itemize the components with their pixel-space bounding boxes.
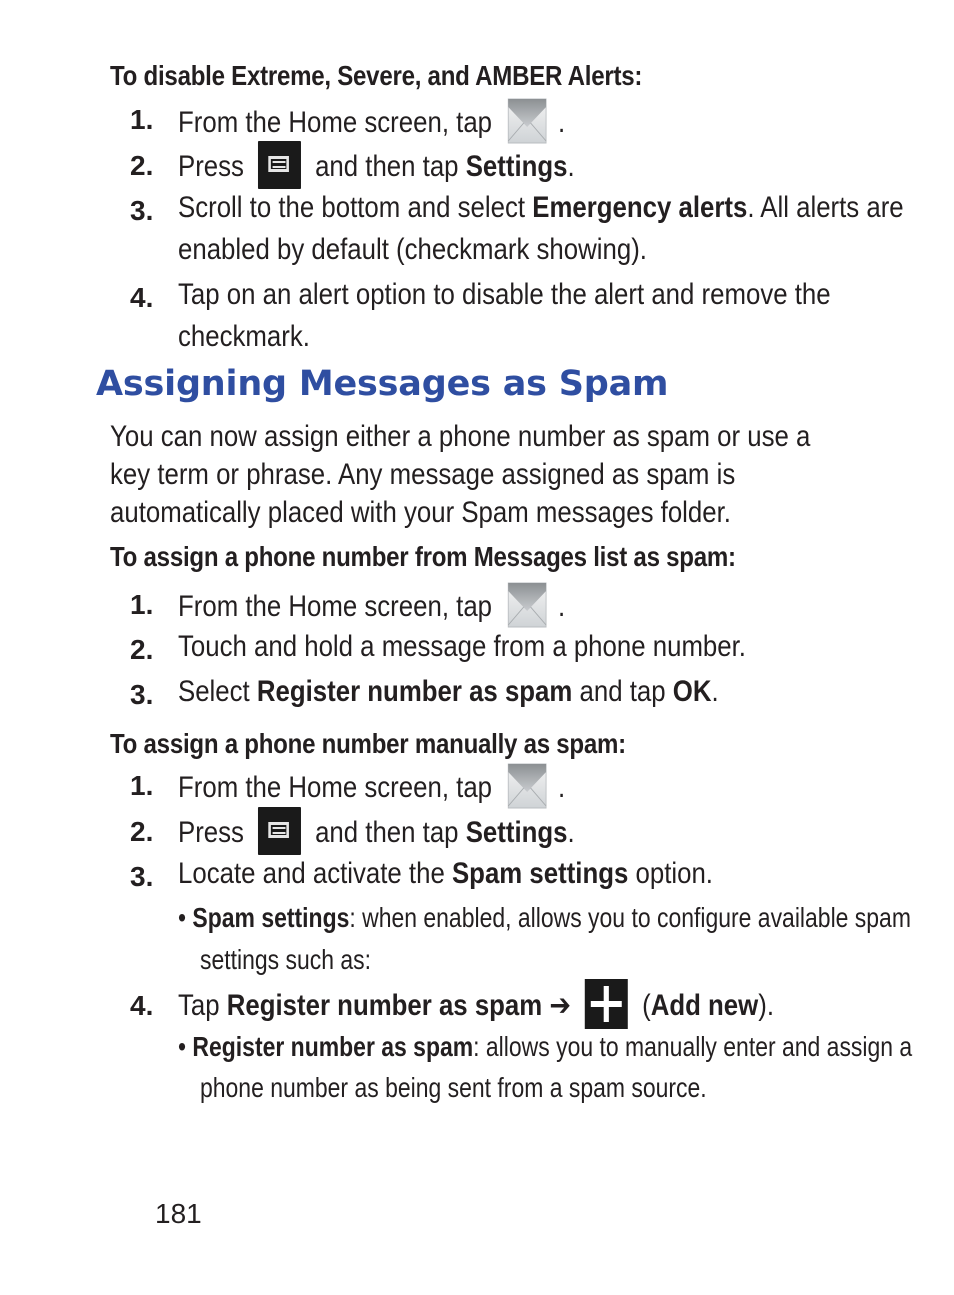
menu-key-icon (258, 807, 301, 855)
step-text-bold: Emergency alerts (532, 191, 748, 224)
bullet-dot: • (178, 1031, 187, 1062)
step-text-part: Locate and activate the (178, 857, 445, 890)
menu-key-icon (258, 141, 301, 189)
step-text-line2: enabled by default (checkmark showing). (178, 233, 647, 266)
page-number: 181 (155, 1198, 202, 1229)
bullet-item (178, 1031, 912, 1063)
step-number: 1. (130, 104, 154, 135)
envelope-icon (506, 97, 547, 145)
step-number: 4. (130, 990, 154, 1021)
step-text (178, 191, 904, 225)
step-number: 4. (130, 282, 154, 313)
step-text: Tap on an alert option to disable the alert and remove the (178, 278, 831, 311)
bullet-dot: • (178, 902, 187, 933)
step-text-part: From the Home screen, tap (178, 589, 493, 623)
step-text-part: Press (178, 149, 244, 183)
step-text (178, 584, 565, 632)
step-text-part: From the Home screen, tap (178, 105, 493, 139)
step-text-part: . All alerts are (747, 191, 904, 224)
step-text: Touch and hold a message from a phone number. (178, 630, 746, 663)
section-heading-disable-alerts: To disable Extreme, Severe, and AMBER Alerts: (110, 60, 643, 91)
step-number: 3. (130, 195, 154, 226)
step-text (178, 100, 565, 148)
step-text-bold: Settings (465, 815, 568, 849)
bullet-text: : allows you to manually enter and assign a (473, 1031, 913, 1062)
bullet-bold: Register number as spam (192, 1031, 474, 1062)
step-text (178, 144, 575, 192)
step-number: 2. (130, 634, 154, 665)
step-number: 3. (130, 861, 154, 892)
step-text-part: and then tap (315, 815, 459, 849)
envelope-icon (506, 581, 547, 629)
arrow-icon: ➔ (549, 988, 572, 1022)
step-text (178, 765, 565, 813)
step-number: 1. (130, 589, 154, 620)
step-text (178, 857, 713, 891)
step-text-part: ). (758, 988, 774, 1022)
step-text-part: Press (178, 815, 244, 849)
bullet-bold: Spam settings (192, 902, 350, 933)
step-text (178, 675, 719, 709)
page-title: Assigning Messages as Spam (96, 364, 669, 404)
step-text-bold: Register number as spam (226, 988, 543, 1022)
step-number: 3. (130, 679, 154, 710)
step-text-line2: checkmark. (178, 320, 310, 353)
step-text-part: and then tap (315, 149, 459, 183)
step-text-part: . (557, 105, 566, 139)
plus-icon (585, 979, 628, 1029)
step-text-bold: Register number as spam (256, 675, 573, 708)
step-text-part: . (557, 589, 566, 623)
step-text-part: Tap (178, 988, 220, 1022)
step-text-part: option. (635, 857, 713, 890)
step-text-part: . (557, 770, 566, 804)
step-text-part: . (711, 675, 719, 708)
step-number: 2. (130, 150, 154, 181)
step-text-bold: Add new (650, 988, 759, 1022)
bullet-item (178, 902, 911, 934)
step-text-part: . (567, 149, 575, 183)
step-text (178, 982, 774, 1032)
step-text-part: Select (178, 675, 250, 708)
step-text-part: and tap (579, 675, 666, 708)
step-text-bold: OK (672, 675, 712, 708)
step-text-bold: Settings (465, 149, 568, 183)
step-text-part: Scroll to the bottom and select (178, 191, 526, 224)
step-number: 1. (130, 770, 154, 801)
step-text-part: ( (642, 988, 651, 1022)
step-text-part: . (567, 815, 575, 849)
step-text-part: From the Home screen, tap (178, 770, 493, 804)
step-number: 2. (130, 816, 154, 847)
step-text-bold: Spam settings (451, 857, 629, 890)
bullet-line2: settings such as: (200, 944, 372, 975)
section-heading-messages-list: To assign a phone number from Messages list as spam: (110, 541, 736, 572)
envelope-icon (506, 762, 547, 810)
bullet-text: : when enabled, allows you to configure available spam (349, 902, 911, 933)
step-text (178, 810, 575, 858)
section-heading-manual: To assign a phone number manually as spam: (110, 728, 626, 759)
intro-paragraph: You can now assign either a phone number as spam or use a key term or phrase. Any message assigned as spam is automatically placed with your Spam messages folder. (110, 420, 811, 529)
bullet-line2: phone number as being sent from a spam source. (200, 1072, 707, 1103)
